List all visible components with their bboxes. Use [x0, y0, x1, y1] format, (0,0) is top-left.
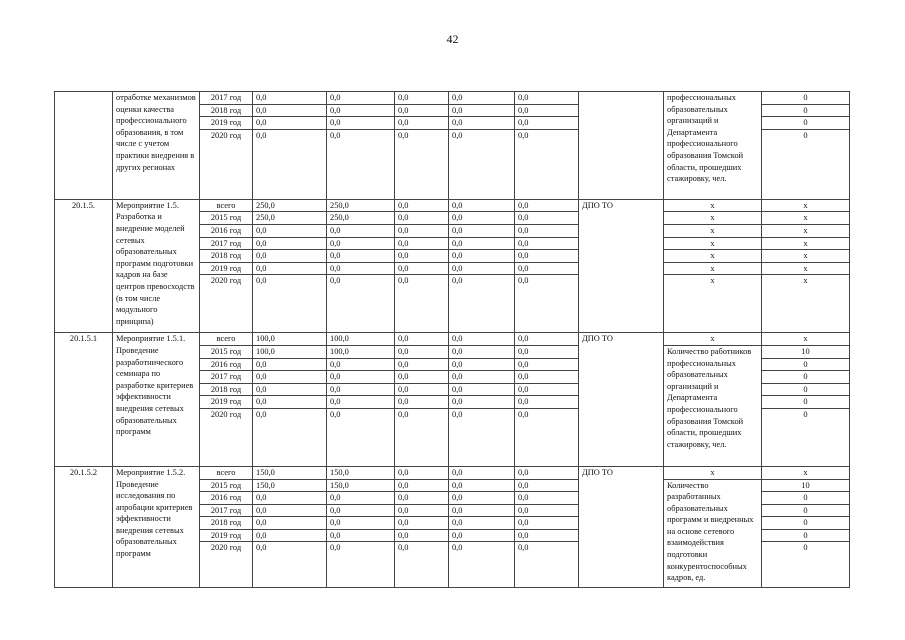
amount-cell: 0,0: [449, 237, 515, 250]
period-cell: 2019 год: [200, 262, 253, 275]
amount-cell: 0,0: [327, 517, 395, 530]
executor-cell: ДПО ТО: [579, 466, 664, 588]
amount-cell: 0,0: [395, 212, 449, 225]
amount-cell: 0,0: [449, 104, 515, 117]
amount-cell: 0,0: [327, 408, 395, 466]
executor-cell: [579, 92, 664, 200]
indicator-name-cell: х: [664, 224, 762, 237]
indicator-value-cell: 0: [762, 492, 850, 505]
amount-cell: 0,0: [327, 104, 395, 117]
executor-cell: ДПО ТО: [579, 333, 664, 467]
activity-code-cell: [55, 92, 113, 200]
amount-cell: 0,0: [515, 479, 579, 492]
period-cell: 2016 год: [200, 224, 253, 237]
indicator-value-cell: х: [762, 224, 850, 237]
amount-cell: 0,0: [449, 542, 515, 588]
indicator-name-cell: х: [664, 199, 762, 212]
amount-cell: 0,0: [515, 517, 579, 530]
amount-cell: 0,0: [253, 129, 327, 199]
amount-cell: 250,0: [327, 199, 395, 212]
indicator-value-cell: х: [762, 212, 850, 225]
period-cell: 2019 год: [200, 529, 253, 542]
amount-cell: 0,0: [253, 408, 327, 466]
amount-cell: 0,0: [395, 542, 449, 588]
amount-cell: 0,0: [449, 383, 515, 396]
period-cell: 2017 год: [200, 92, 253, 105]
amount-cell: 0,0: [449, 479, 515, 492]
indicator-value-cell: 0: [762, 396, 850, 409]
period-cell: всего: [200, 333, 253, 346]
indicator-value-cell: 10: [762, 345, 850, 358]
indicator-name-cell: х: [664, 237, 762, 250]
activity-block: [55, 92, 850, 200]
indicator-name-cell: х: [664, 212, 762, 225]
period-cell: 2019 год: [200, 396, 253, 409]
indicator-value-cell: х: [762, 275, 850, 333]
amount-cell: 0,0: [395, 275, 449, 333]
amount-cell: 0,0: [515, 333, 579, 346]
period-cell: 2017 год: [200, 504, 253, 517]
amount-cell: 0,0: [327, 504, 395, 517]
program-activities-table: [54, 91, 850, 588]
period-cell: 2020 год: [200, 408, 253, 466]
amount-cell: 0,0: [395, 504, 449, 517]
indicator-value-cell: 0: [762, 542, 850, 588]
amount-cell: 0,0: [327, 237, 395, 250]
period-cell: всего: [200, 199, 253, 212]
amount-cell: 0,0: [395, 92, 449, 105]
amount-cell: 0,0: [395, 517, 449, 530]
amount-cell: 0,0: [449, 262, 515, 275]
table-row: [55, 199, 850, 212]
indicator-name-cell: х: [664, 333, 762, 346]
amount-cell: 0,0: [253, 117, 327, 130]
amount-cell: 0,0: [449, 250, 515, 263]
amount-cell: 100,0: [327, 345, 395, 358]
amount-cell: 0,0: [449, 529, 515, 542]
amount-cell: 0,0: [327, 529, 395, 542]
amount-cell: 0,0: [515, 212, 579, 225]
amount-cell: 0,0: [327, 250, 395, 263]
period-cell: 2017 год: [200, 237, 253, 250]
indicator-value-cell: 0: [762, 383, 850, 396]
amount-cell: 0,0: [253, 396, 327, 409]
period-cell: 2015 год: [200, 345, 253, 358]
indicator-value-cell: 0: [762, 358, 850, 371]
amount-cell: 0,0: [395, 466, 449, 479]
amount-cell: 0,0: [515, 199, 579, 212]
amount-cell: 0,0: [449, 371, 515, 384]
amount-cell: 0,0: [449, 358, 515, 371]
indicator-name-cell: х: [664, 262, 762, 275]
activity-description-cell: Мероприятие 1.5. Разработка и внедрение моделей сетевых образовательных программ подготовки кадров на базе центров превосходств (в том числе модульного принципа): [113, 199, 200, 333]
amount-cell: 0,0: [449, 408, 515, 466]
indicator-value-cell: 0: [762, 371, 850, 384]
amount-cell: 150,0: [327, 466, 395, 479]
amount-cell: 150,0: [327, 479, 395, 492]
amount-cell: 0,0: [327, 262, 395, 275]
amount-cell: 0,0: [395, 408, 449, 466]
amount-cell: 0,0: [515, 492, 579, 505]
amount-cell: 0,0: [395, 345, 449, 358]
amount-cell: 0,0: [395, 104, 449, 117]
activity-description-cell: Мероприятие 1.5.1. Проведение разработнического семинара по разработке критериев эффективности внедрения сетевых образовательных программ: [113, 333, 200, 467]
amount-cell: 0,0: [515, 504, 579, 517]
amount-cell: 150,0: [253, 466, 327, 479]
amount-cell: 0,0: [515, 104, 579, 117]
amount-cell: 0,0: [515, 529, 579, 542]
amount-cell: 0,0: [253, 237, 327, 250]
period-cell: 2020 год: [200, 542, 253, 588]
amount-cell: 0,0: [253, 504, 327, 517]
amount-cell: 0,0: [395, 250, 449, 263]
amount-cell: 0,0: [449, 212, 515, 225]
table-row: [55, 92, 850, 105]
amount-cell: 0,0: [449, 396, 515, 409]
amount-cell: 0,0: [515, 224, 579, 237]
amount-cell: 0,0: [449, 504, 515, 517]
amount-cell: 0,0: [449, 129, 515, 199]
amount-cell: 0,0: [395, 492, 449, 505]
amount-cell: 0,0: [253, 517, 327, 530]
amount-cell: 250,0: [327, 212, 395, 225]
amount-cell: 100,0: [253, 333, 327, 346]
amount-cell: 0,0: [327, 358, 395, 371]
amount-cell: 0,0: [515, 262, 579, 275]
amount-cell: 0,0: [395, 383, 449, 396]
period-cell: 2015 год: [200, 212, 253, 225]
indicator-value-cell: 0: [762, 529, 850, 542]
amount-cell: 0,0: [515, 250, 579, 263]
activity-code-cell: 20.1.5.: [55, 199, 113, 333]
amount-cell: 0,0: [449, 345, 515, 358]
amount-cell: 0,0: [515, 358, 579, 371]
amount-cell: 0,0: [449, 333, 515, 346]
amount-cell: 0,0: [395, 237, 449, 250]
period-cell: всего: [200, 466, 253, 479]
period-cell: 2018 год: [200, 383, 253, 396]
executor-cell: ДПО ТО: [579, 199, 664, 333]
amount-cell: 0,0: [253, 529, 327, 542]
indicator-value-cell: х: [762, 333, 850, 346]
amount-cell: 0,0: [327, 224, 395, 237]
amount-cell: 0,0: [449, 199, 515, 212]
indicator-name-cell: Количество работников профессиональных образовательных организаций и Департамента профессионального образования Томской области, прошедших стажировку, чел.: [664, 345, 762, 466]
amount-cell: 0,0: [515, 466, 579, 479]
indicator-name-cell: профессиональных образовательных организаций и Департамента профессионального образования Томской области, прошедших стажировку, чел.: [664, 92, 762, 200]
indicator-value-cell: х: [762, 250, 850, 263]
amount-cell: 0,0: [449, 275, 515, 333]
amount-cell: 0,0: [515, 345, 579, 358]
period-cell: 2017 год: [200, 371, 253, 384]
amount-cell: 0,0: [395, 129, 449, 199]
amount-cell: 0,0: [327, 542, 395, 588]
amount-cell: 0,0: [449, 224, 515, 237]
amount-cell: 0,0: [449, 117, 515, 130]
amount-cell: 0,0: [515, 237, 579, 250]
amount-cell: 150,0: [253, 479, 327, 492]
table-row: [55, 466, 850, 479]
amount-cell: 0,0: [395, 396, 449, 409]
indicator-name-cell: х: [664, 466, 762, 479]
amount-cell: 0,0: [515, 371, 579, 384]
period-cell: 2018 год: [200, 517, 253, 530]
amount-cell: 0,0: [327, 492, 395, 505]
indicator-value-cell: 0: [762, 104, 850, 117]
amount-cell: 0,0: [253, 358, 327, 371]
amount-cell: 0,0: [327, 275, 395, 333]
amount-cell: 0,0: [253, 383, 327, 396]
amount-cell: 100,0: [327, 333, 395, 346]
amount-cell: 0,0: [253, 250, 327, 263]
amount-cell: 0,0: [449, 492, 515, 505]
period-cell: 2016 год: [200, 358, 253, 371]
amount-cell: 0,0: [327, 396, 395, 409]
amount-cell: 0,0: [449, 92, 515, 105]
indicator-value-cell: 10: [762, 479, 850, 492]
amount-cell: 0,0: [395, 199, 449, 212]
amount-cell: 100,0: [253, 345, 327, 358]
amount-cell: 0,0: [327, 371, 395, 384]
amount-cell: 0,0: [395, 371, 449, 384]
amount-cell: 0,0: [327, 383, 395, 396]
amount-cell: 0,0: [449, 517, 515, 530]
period-cell: 2019 год: [200, 117, 253, 130]
amount-cell: 0,0: [515, 275, 579, 333]
amount-cell: 0,0: [395, 262, 449, 275]
amount-cell: 0,0: [515, 383, 579, 396]
indicator-value-cell: 0: [762, 408, 850, 466]
indicator-name-cell: Количество разработанных образовательных программ и внедренных на основе сетевого взаимодействия подготовки конкурентоспособных кадров, ед.: [664, 479, 762, 588]
indicator-value-cell: х: [762, 262, 850, 275]
amount-cell: 0,0: [253, 92, 327, 105]
period-cell: 2018 год: [200, 104, 253, 117]
amount-cell: 0,0: [327, 129, 395, 199]
amount-cell: 0,0: [253, 262, 327, 275]
amount-cell: 0,0: [327, 117, 395, 130]
amount-cell: 0,0: [515, 396, 579, 409]
amount-cell: 0,0: [253, 542, 327, 588]
amount-cell: 0,0: [253, 492, 327, 505]
amount-cell: 0,0: [395, 224, 449, 237]
period-cell: 2020 год: [200, 129, 253, 199]
amount-cell: 0,0: [515, 117, 579, 130]
amount-cell: 0,0: [515, 408, 579, 466]
activity-block: [55, 199, 850, 333]
amount-cell: 0,0: [327, 92, 395, 105]
activity-description-cell: Мероприятие 1.5.2. Проведение исследования по апробации критериев эффективности внедрения сетевых образовательных программ: [113, 466, 200, 588]
period-cell: 2015 год: [200, 479, 253, 492]
indicator-value-cell: х: [762, 237, 850, 250]
amount-cell: 0,0: [449, 466, 515, 479]
table-row: [55, 333, 850, 346]
amount-cell: 0,0: [515, 542, 579, 588]
amount-cell: 250,0: [253, 212, 327, 225]
activity-description-cell: отработке механизмов оценки качества профессионального образования, в том числе с учетом практики внедрения в других регионах: [113, 92, 200, 200]
indicator-value-cell: 0: [762, 517, 850, 530]
indicator-value-cell: х: [762, 199, 850, 212]
amount-cell: 0,0: [395, 117, 449, 130]
activity-code-cell: 20.1.5.2: [55, 466, 113, 588]
amount-cell: 0,0: [395, 479, 449, 492]
indicator-name-cell: х: [664, 275, 762, 333]
indicator-value-cell: 0: [762, 129, 850, 199]
indicator-value-cell: 0: [762, 92, 850, 105]
activity-block: [55, 466, 850, 588]
amount-cell: 0,0: [395, 358, 449, 371]
indicator-value-cell: х: [762, 466, 850, 479]
amount-cell: 0,0: [253, 224, 327, 237]
period-cell: 2016 год: [200, 492, 253, 505]
amount-cell: 250,0: [253, 199, 327, 212]
activity-code-cell: 20.1.5.1: [55, 333, 113, 467]
amount-cell: 0,0: [515, 129, 579, 199]
amount-cell: 0,0: [253, 371, 327, 384]
amount-cell: 0,0: [253, 104, 327, 117]
amount-cell: 0,0: [395, 333, 449, 346]
indicator-name-cell: х: [664, 250, 762, 263]
activity-block: [55, 333, 850, 467]
indicator-value-cell: 0: [762, 117, 850, 130]
amount-cell: 0,0: [515, 92, 579, 105]
indicator-value-cell: 0: [762, 504, 850, 517]
period-cell: 2020 год: [200, 275, 253, 333]
period-cell: 2018 год: [200, 250, 253, 263]
page-number: 42: [446, 32, 459, 46]
amount-cell: 0,0: [395, 529, 449, 542]
amount-cell: 0,0: [253, 275, 327, 333]
